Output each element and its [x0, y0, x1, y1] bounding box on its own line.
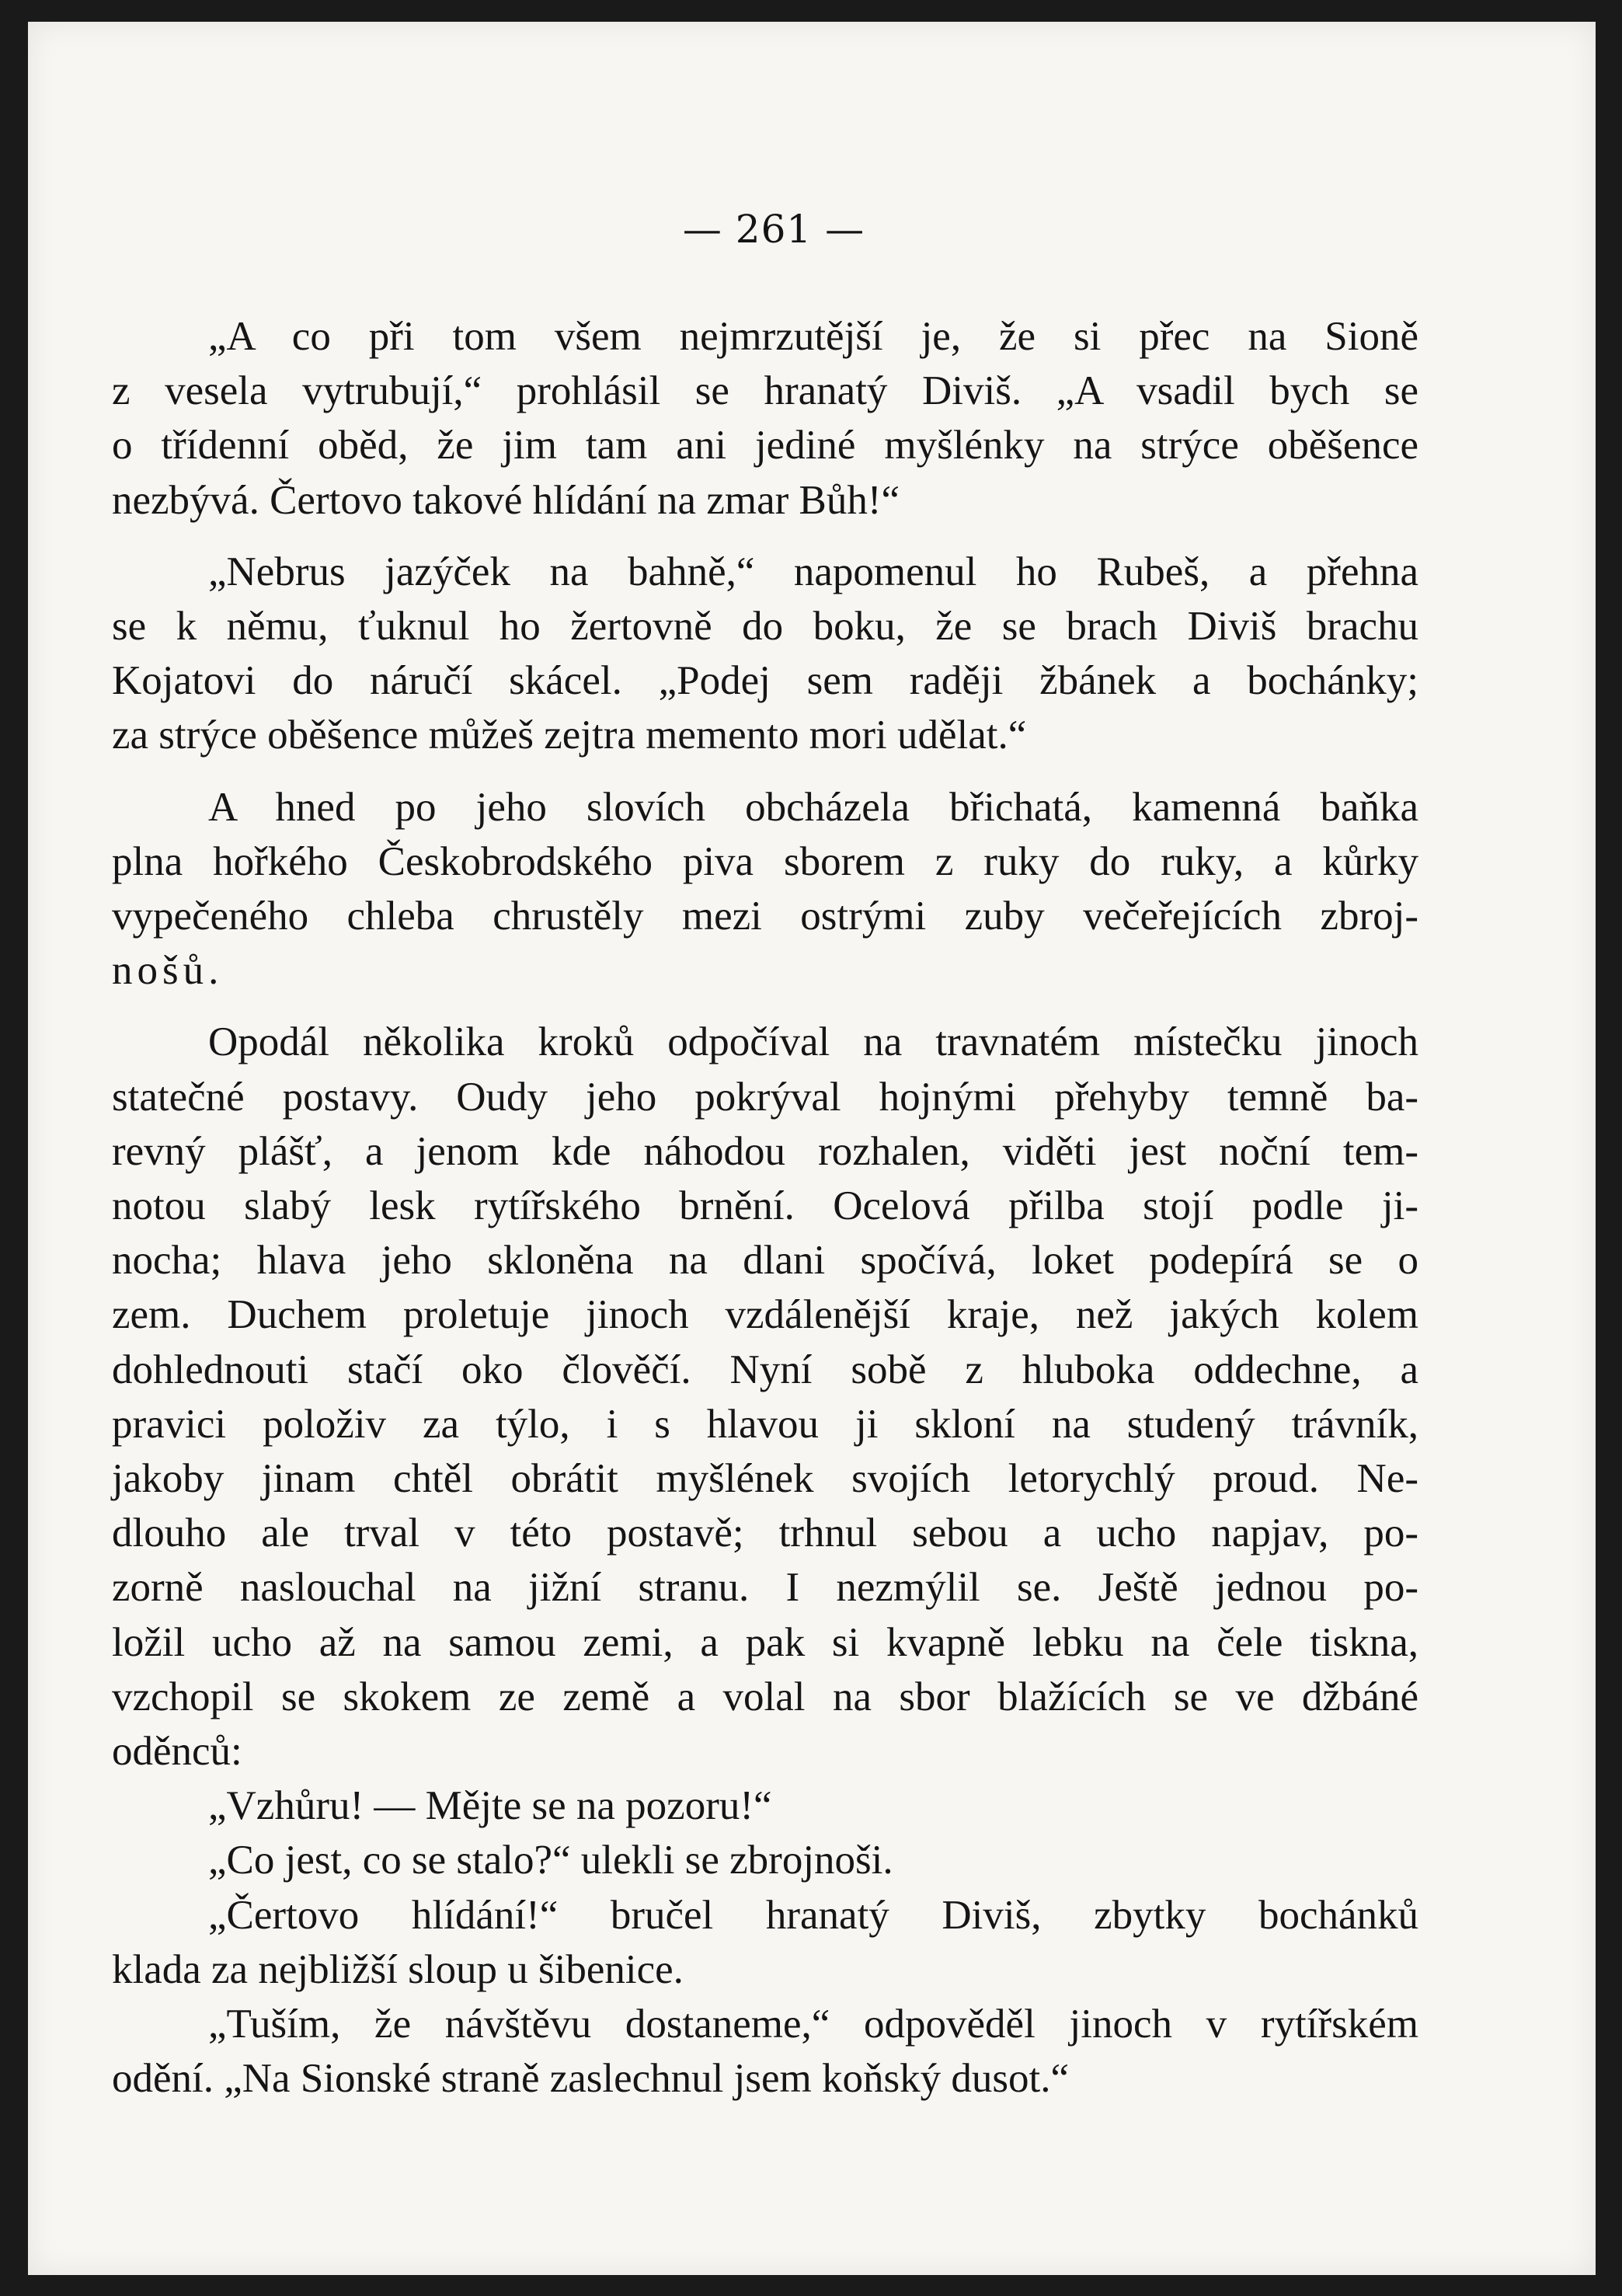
text-line: jakoby jinam chtěl obrátit myšlének svojích letorychlý proud. Ne-	[112, 1456, 1418, 1502]
text-line: z vesela vytrubují,“ prohlásil se hranatý Diviš. „A vsadil bych se	[112, 368, 1418, 414]
text-line: odění. „Na Sionské straně zaslechnul jsem koňský dusot.“	[112, 2056, 1069, 2102]
text-line: se k němu, ťuknul ho žertovně do boku, že se brach Diviš brachu	[112, 604, 1418, 650]
text-line: revný plášť, a jenom kde náhodou rozhalen, viděti jest noční tem-	[112, 1128, 1418, 1174]
text-line: o třídenní oběd, že jim tam ani jediné myšlénky na strýce oběšence	[112, 423, 1418, 469]
text-line: nošů.	[112, 948, 224, 994]
text-line: pravici položiv za týlo, i s hlavou ji skloní na studený trávník,	[112, 1401, 1418, 1447]
text-line: zorně naslouchal na jižní stranu. I nezmýlil se. Ještě jednou po-	[112, 1565, 1418, 1611]
text-line: „Vzhůru! — Mějte se na pozoru!“	[208, 1783, 772, 1829]
book-page	[28, 22, 1596, 2275]
text-line: „Nebrus jazýček na bahně,“ napomenul ho Rubeš, a přehna	[208, 549, 1418, 594]
paragraph	[112, 780, 1418, 998]
text-line: zem. Duchem proletuje jinoch vzdálenější kraje, než jakých kolem	[112, 1292, 1418, 1338]
page-number: — 261 —	[682, 207, 865, 252]
text-line: Opodál několika kroků odpočíval na travnatém místečku jinoch	[208, 1019, 1418, 1065]
text-line: statečné postavy. Oudy jeho pokrýval hojnými přehyby temně ba-	[112, 1074, 1418, 1120]
paragraph	[112, 1015, 1418, 1779]
text-line: za strýce oběšence můžeš zejtra memento mori udělat.“	[112, 712, 1027, 758]
text-line: „Tuším, že návštěvu dostaneme,“ odpověděl jinoch v rytířském	[208, 2002, 1418, 2047]
paragraph	[112, 309, 1418, 528]
text-line: plna hořkého Českobrodského piva sborem z ruky do ruky, a kůrky	[112, 838, 1418, 884]
text-line: nocha; hlava jeho skloněna na dlani spočívá, loket podepírá se o	[112, 1238, 1418, 1284]
text-line: „A co při tom všem nejmrzutější je, že si přec na Sioně	[208, 314, 1418, 359]
text-line: Kojatovi do náručí skácel. „Podej sem raději žbánek a bochánky;	[112, 658, 1418, 704]
paragraph	[112, 1779, 1418, 1833]
text-line: vzchopil se skokem ze země a volal na sbor blažících se ve džbáné	[112, 1674, 1418, 1719]
text-line: A hned po jeho slovích obcházela břichatá, kamenná baňka	[208, 784, 1418, 830]
text-line: nezbývá. Čertovo takové hlídání na zmar Bůh!“	[112, 477, 900, 523]
page-text	[112, 309, 1418, 2106]
text-line: ložil ucho až na samou zemi, a pak si kvapně lebku na čele tiskna,	[112, 1619, 1418, 1665]
text-line: klada za nejbližší sloup u šibenice.	[112, 1946, 684, 1992]
text-line: dohlednouti stačí oko člověčí. Nyní sobě z hluboka oddechne, a	[112, 1347, 1418, 1392]
text-line: oděnců:	[112, 1729, 242, 1775]
text-line: „Co jest, co se stalo?“ ulekli se zbrojnoši.	[208, 1838, 893, 1883]
text-line: „Čertovo hlídání!“ bručel hranatý Diviš, zbytky bochánků	[208, 1892, 1418, 1938]
text-line: dlouho ale trval v této postavě; trhnul sebou a ucho napjav, po-	[112, 1510, 1418, 1556]
paragraph	[112, 1833, 1418, 1887]
paragraph	[112, 1888, 1418, 1997]
text-line: vypečeného chleba chrustěly mezi ostrými zuby večeřejících zbroj-	[112, 894, 1418, 939]
text-line: notou slabý lesk rytířského brnění. Ocelová přilba stojí podle ji-	[112, 1183, 1418, 1229]
paragraph	[112, 1997, 1418, 2106]
paragraph	[112, 545, 1418, 763]
